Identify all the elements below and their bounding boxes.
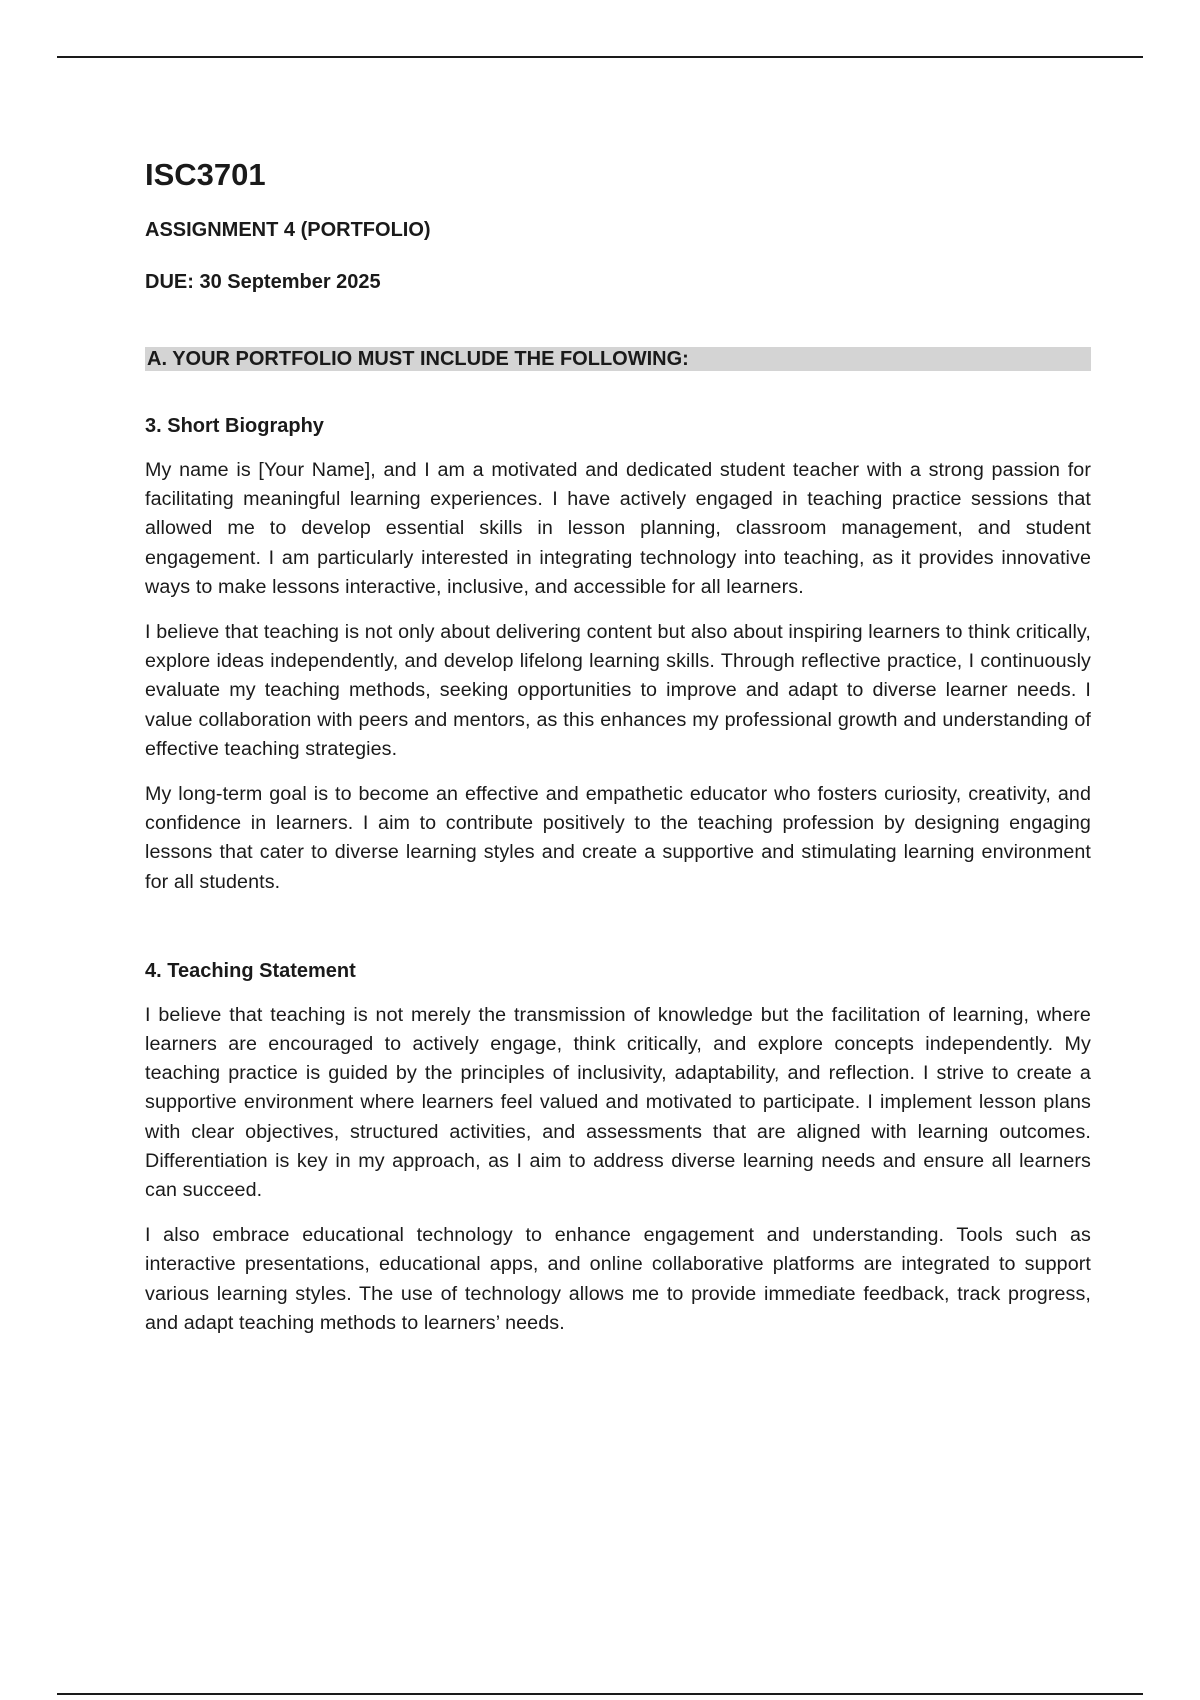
header-rule [57,56,1143,58]
biography-paragraph: I believe that teaching is not only about delivering content but also about inspiring learners to think critically, explore ideas independently, and develop lifelong learning skills. Through reflective practice, I continuously evaluate my teaching methods, seeking opportunities to improve and adapt to diverse learner needs. I value collaboration with peers and mentors, as this enhances my professional growth and understanding of effective teaching strategies. [145,621,1091,760]
course-code: ISC3701 [145,157,266,192]
page-content [145,155,1091,1354]
section-a-heading: A. YOUR PORTFOLIO MUST INCLUDE THE FOLLOWING: [145,347,1091,371]
teaching-statement-heading: 4. Teaching Statement [145,959,356,982]
assignment-title: ASSIGNMENT 4 (PORTFOLIO) [145,219,431,241]
biography-paragraph: My long-term goal is to become an effective and empathetic educator who fosters curiosity, creativity, and confidence in learners. I aim to contribute positively to the teaching profession by designing engaging lessons that cater to diverse learning styles and create a supportive and stimulating learning environment for all students. [145,783,1091,893]
footer-rule [57,1693,1143,1695]
teaching-statement-paragraph: I also embrace educational technology to enhance engagement and understanding. Tools such as interactive presentations, educational apps, and online collaborative platforms are integrated to support various learning styles. The use of technology allows me to provide immediate feedback, track progress, and adapt teaching methods to learners’ needs. [145,1224,1091,1334]
biography-heading: 3. Short Biography [145,415,324,437]
due-date: DUE: 30 September 2025 [145,271,381,293]
biography-paragraph: My name is [Your Name], and I am a motivated and dedicated student teacher with a strong passion for facilitating meaningful learning experiences. I have actively engaged in teaching practice sessions that allowed me to develop essential skills in lesson planning, classroom management, and student engagement. I am particularly interested in integrating technology into teaching, as it provides innovative ways to make lessons interactive, inclusive, and accessible for all learners. [145,459,1091,598]
teaching-statement-paragraph: I believe that teaching is not merely the transmission of knowledge but the facilitation of learning, where learners are encouraged to actively engage, think critically, and explore concepts independently. My teaching practice is guided by the principles of inclusivity, adaptability, and reflection. I strive to create a supportive environment where learners feel valued and motivated to participate. I implement lesson plans with clear objectives, structured activities, and assessments that are aligned with learning outcomes. Differentiation is key in my approach, as I aim to address diverse learning needs and ensure all learners can succeed. [145,1003,1091,1202]
